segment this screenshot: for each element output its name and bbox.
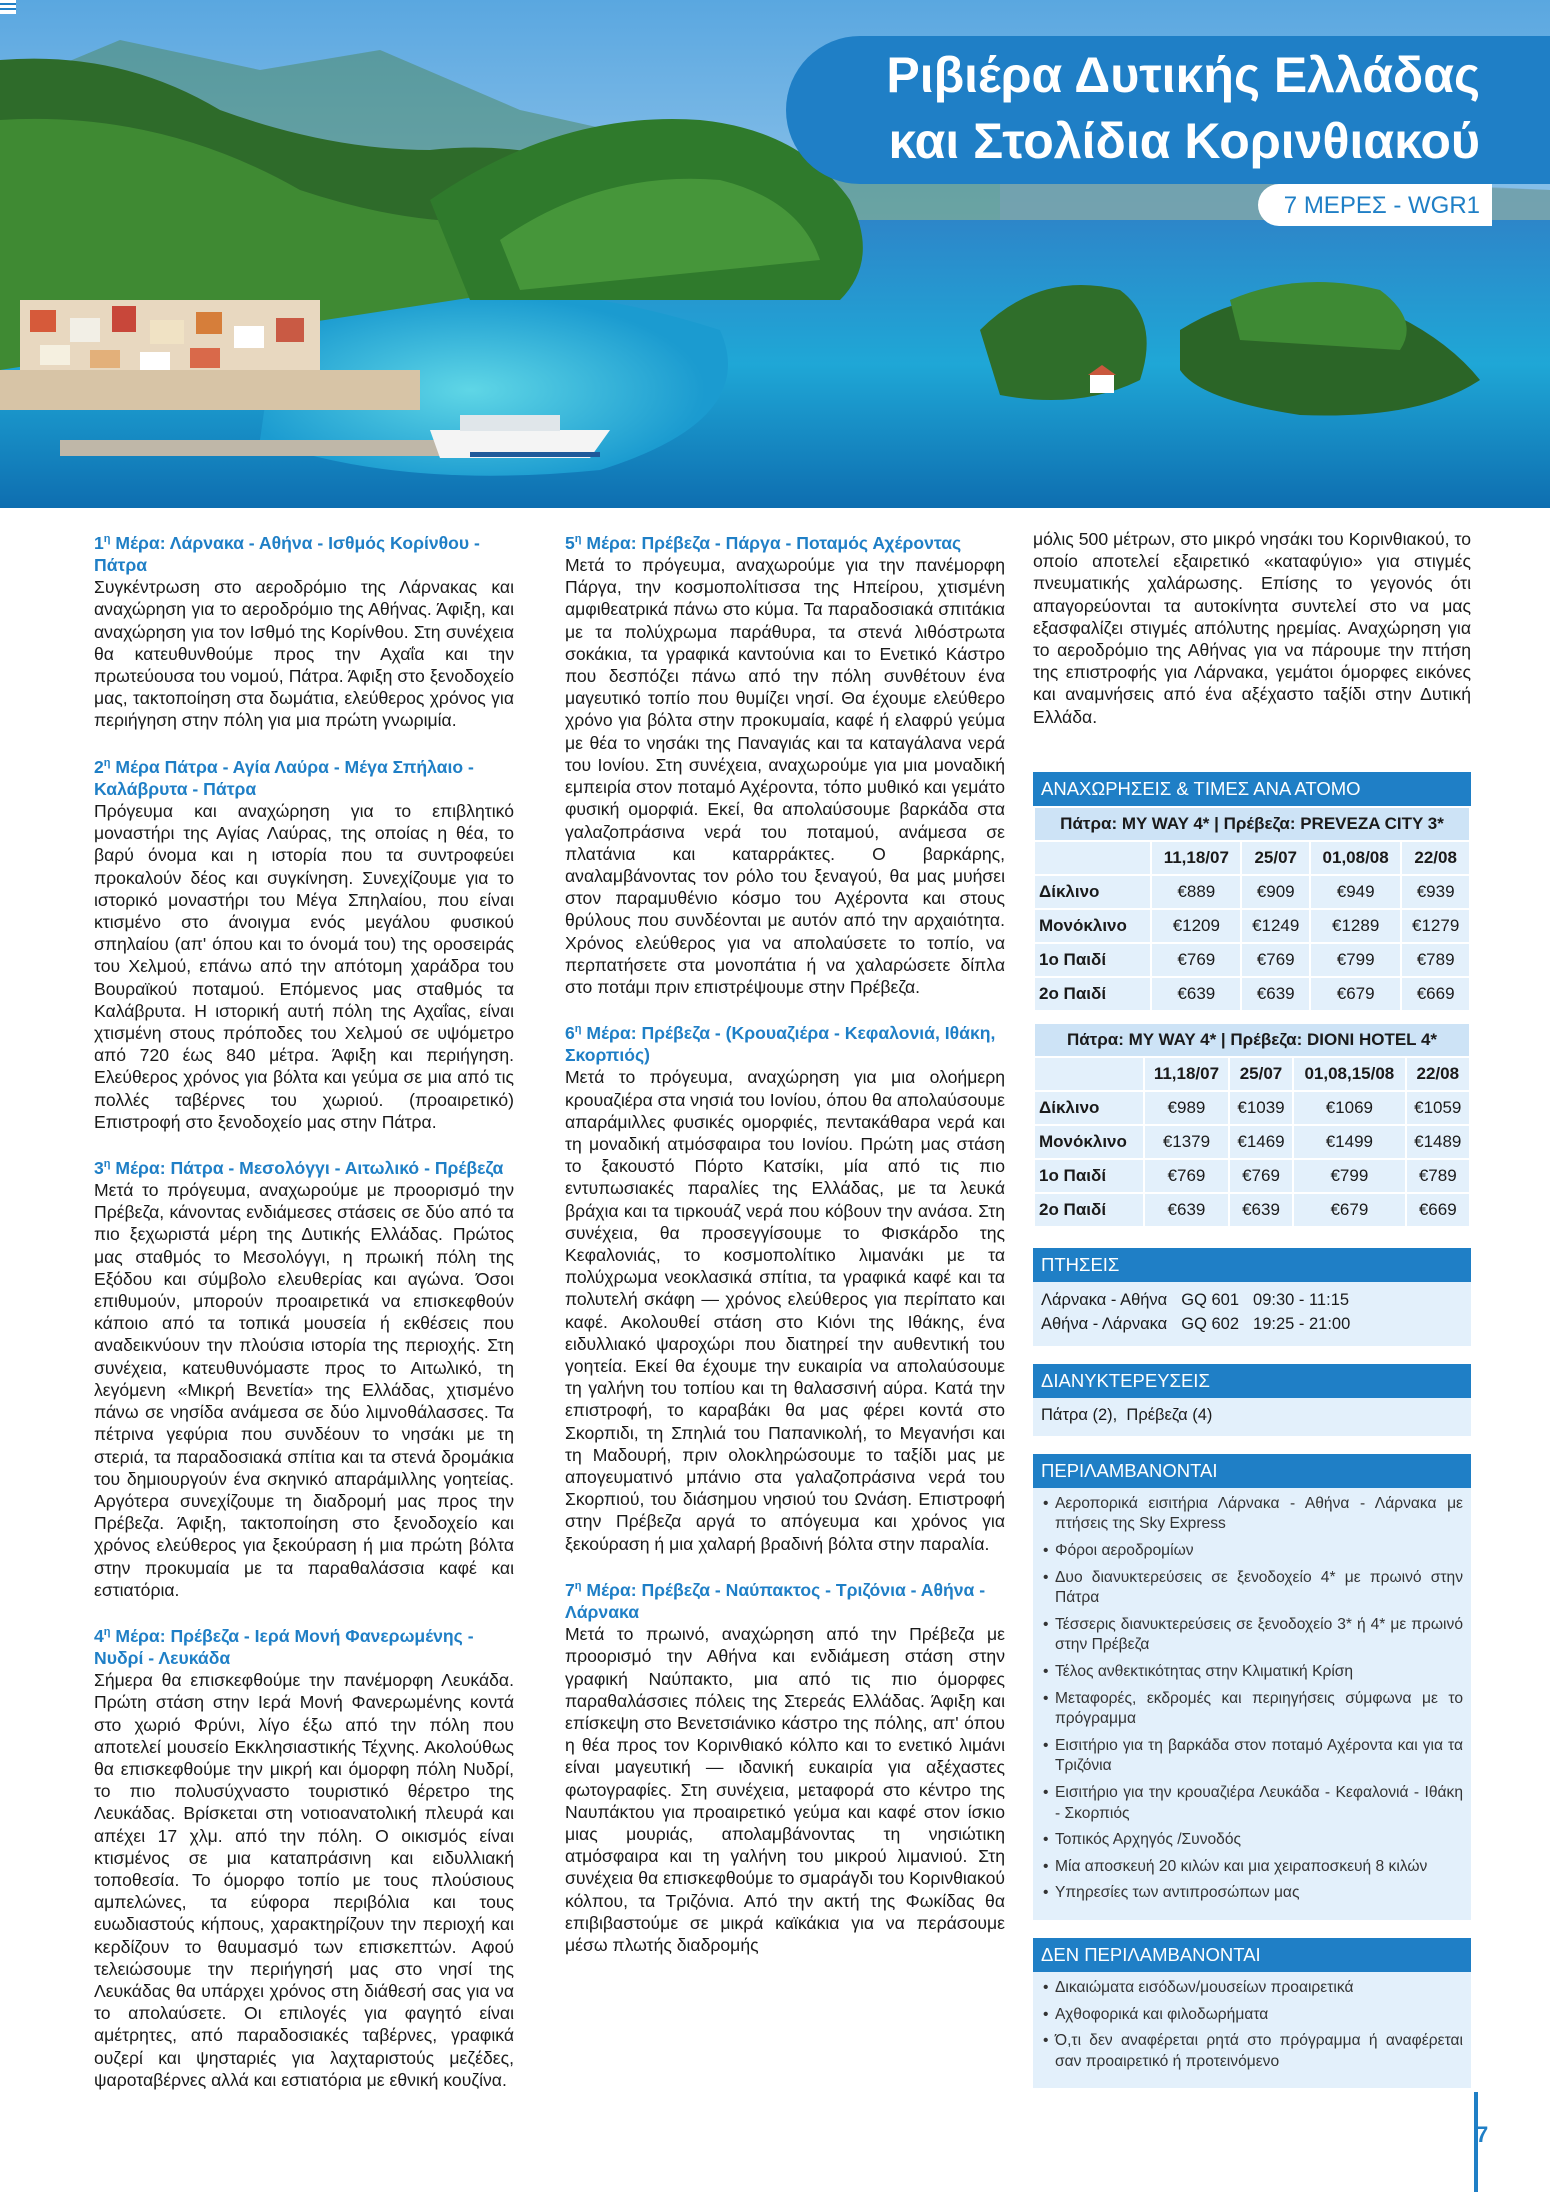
hotel-combo: Πάτρα: MY WAY 4* | Πρέβεζα: PREVEZA CITY 3* (1034, 807, 1470, 841)
date-col: 01,08,15/08 (1293, 1057, 1405, 1091)
stays-heading: ΔΙΑΝΥΚΤΕΡΕΥΣΕΙΣ (1033, 1364, 1471, 1398)
not-included-box (1033, 1938, 1471, 2088)
day-title: $2^\eta$ Μέρα Πάτρα - Αγία Λαύρα - Μέγα Σπήλαιο - Καλάβρυτα - Πάτρα (94, 756, 474, 799)
included-list (1041, 1494, 1463, 1904)
trip-code: 7 ΜΕΡΕΣ - WGR1 (1283, 192, 1480, 219)
day-title: $4^\eta$ Μέρα: Πρέβεζα - Ιερά Μονή Φανερωμένης - Νυδρί - Λευκάδα (94, 1625, 474, 1668)
flights-heading: ΠΤΗΣΕΙΣ (1033, 1248, 1471, 1282)
included-heading: ΠΕΡΙΛΑΜΒΑΝΟΝΤΑΙ (1033, 1454, 1471, 1488)
chapel (1090, 375, 1114, 393)
table-row: 2ο Παιδί €639 €639 €679 €669 (1034, 977, 1470, 1011)
day-title: $3^\eta$ Μέρα: Πάτρα - Μεσολόγγι - Αιτωλικό - Πρέβεζα (94, 1157, 504, 1178)
list-item: • Μεταφορές, εκδρομές και περιηγήσεις σύμφωνα με το πρόγραμμα (1055, 1689, 1463, 1730)
day-text: Συγκέντρωση στο αεροδρόμιο της Λάρνακας και αναχώρηση για το αεροδρόμιο της Αθήνας. Άφιξη, και αναχώρηση για τον Ισθμό της Κορίνθου. Στη συνέχεια θα κατευθυνθούμε προς την Αχαΐα και την πρωτεύουσα του νομού, Πάτρα. Άφιξη στο ξενοδοχείο μας, τακτοποίηση στα δωμάτια, ελεύθερος χρόνος για περιήγηση στην πόλη για μια πρώτη γνωριμία. (94, 577, 514, 731)
included-box (1033, 1454, 1471, 1920)
list-item: • Υπηρεσίες των αντιπροσώπων μας (1055, 1883, 1463, 1904)
date-col: 22/08 (1401, 841, 1470, 875)
date-col: 22/08 (1406, 1057, 1470, 1091)
list-item: • Τοπικός Αρχηγός /Συνοδός (1055, 1830, 1463, 1851)
date-col: 11,18/07 (1151, 841, 1241, 875)
list-item: • Εισιτήριο για την κρουαζιέρα Λευκάδα - Κεφαλονιά - Ιθάκη - Σκορπιός (1055, 1783, 1463, 1824)
day-text: Μετά το πρόγευμα, αναχωρούμε για την πανέμορφη Πάργα, την κοσμοπολίτισσα της Ηπείρου, χτισμένη αμφιθεατρικά πάνω στο κύμα. Τα παραδοσιακά σπιτάκια με τα πολύχρωμα παράθυρα, τα στενά λιθόστρωτα σοκάκια, τα γραφικά καντούνια και το Ενετικό Κάστρο που δεσπόζει πάνω από την πόλη συνθέτουν ένα μαγευτικό τοπίο που θυμίζει νησί. Θα έχουμε ελεύθερο χρόνο για βόλτα στην προκυμαία, καφέ ή ελαφρύ γεύμα με θέα το νησάκι της Παναγιάς και τα καταγάλανα νερά του Ιονίου. Στη συνέχεια, αναχωρούμε για μια μοναδική εμπειρία στον ποταμό Αχέροντα, τόπο μυθικό και γεμάτο φυσική ομορφιά. Εκεί, θα απολαύσουμε βαρκάδα στα γαλαζοπράσινα νερά του ποταμού, ανάμεσα σε πλατάνια και καταρράκτες. Ο βαρκάρης, αναλαμβάνοντας τον ρόλο του ξεναγού, θα μας μυήσει στον παραμυθένιο κόσμο του Αχέροντα και στους θρύλους που συνδέονται με αυτόν από την αρχαιότητα. Χρόνος ελεύθερος για να απολαύσετε το τοπίο, να περπατήσετε στα μονοπάτια ή να χαλαρώσετε δίπλα στο ποτάμι πριν επιστρέψουμε στην Πρέβεζα. (565, 555, 1005, 997)
table-row: 2ο Παιδί €639 €639 €679 €669 (1034, 1193, 1470, 1227)
not-included-list (1041, 1978, 1463, 2072)
prices-heading: ΑΝΑΧΩΡΗΣΕΙΣ & ΤΙΜΕΣ ΑΝΑ ΑΤΟΜΟ (1033, 772, 1471, 806)
day-7 (565, 1575, 1005, 1956)
date-col: 25/07 (1241, 841, 1310, 875)
table-row: Δίκλινο €989 €1039 €1069 €1059 (1034, 1091, 1470, 1125)
day-4 (94, 1621, 514, 2091)
day-text: Μετά το πρόγευμα, αναχώρηση για μια ολοήμερη κρουαζιέρα στα νησιά του Ιονίου, όπου θα απολαύσουμε απαράμιλλες φυσικές ομορφιές, πεντακάθαρα νερά και τη μοναδική ατμόσφαιρα του Ιονίου. Πρώτη μας στάση το ξακουστό Πόρτο Κατσίκι, μία από τις πιο εντυπωσιακές παραλίες της Ελλάδας, με τα λευκά βράχια και τα τιρκουάζ νερά που κόβουν την ανάσα. Στη συνέχεια, θα προσεγγίσουμε το Φισκάρδο της Κεφαλονιάς, το κοσμοπολίτικο λιμανάκι με τα πολύχρωμα νεοκλασικά σπίτια, τα γραφικά καφέ και τα πολυτελή σκάφη — χρόνος ελεύθερος για περίπατο και καφέ. Ακολουθεί στάση στο Κιόνι της Ιθάκης, ένα ειδυλλιακό ψαροχώρι που διατηρεί την αυθεντική του γοητεία. Εκεί θα έχουμε την ευκαιρία να απολαύσουμε τη γαλήνη του τοπίου και τη θαλασσινή αύρα. Κατά την επιστροφή, το καραβάκι θα μας φέρει κοντά στο Σκορπιδι, τη Σπηλιά του Παπανικολή, το Μεγανήσι και τη Μαδουρή, πριν ολοκληρώσουμε το ταξίδι μας με απογευματινό μπάνιο στα γαλαζοπράσινα νερά του Σκορπιού, του διάσημου νησιού του Ωνάση. Επιστροφή στην Πρέβεζα αργά το απόγευμα και χρόνος για ξεκούραση ή μια χαλαρή βραδινή βόλτα στην παραλία. (565, 1067, 1005, 1554)
list-item: • Δικαιώματα εισόδων/μουσείων προαιρετικά (1055, 1978, 1463, 1999)
page-title-line-1: Ριβιέρα Δυτικής Ελλάδας (886, 47, 1480, 103)
day-text: Μετά το πρόγευμα, αναχωρούμε με προορισμό την Πρέβεζα, κάνοντας ενδιάμεσες στάσεις σε δύο από τα πιο ξεχωριστά μέρη της Δυτικής Ελλάδας. Πρώτος μας σταθμός το Μεσολόγγι, η πρωική πόλη της Εξόδου και σύμβολο ελευθερίας και αγώνα. Όσοι επιθυμούν, μπορούν προαιρετικά να επισκεφθούν κάποιο από τα τοπικά μουσεία ή εκθέσεις που αναδεικνύουν την πλούσια ιστορία της περιοχής. Στη συνέχεια, κατευθυνόμαστε προς το Αιτωλικό, τη λεγόμενη «Μικρή Βενετία» της Ελλάδας, χτισμένο πάνω σε νησίδα ανάμεσα σε δύο λιμνοθάλασσες. Τα πέτρινα γεφύρια που συνδέουν το νησάκι με τη στεριά, τα παραδοσιακά σπίτια και τα στενά δρομάκια του δημιουργούν ένα σκηνικό απαράμιλλης γοητείας. Αργότερα συνεχίζουμε τη διαδρομή μας προς την Πρέβεζα. Άφιξη, τακτοποίηση στο ξενοδοχείο και χρόνος ελεύθερος για ξεκούραση ή μια πρώτη βόλτα στην προκυμαία με τα παραθαλάσσια καφέ και εστιατόρια. (94, 1180, 514, 1600)
table-row: 1ο Παιδί €769 €769 €799 €789 (1034, 943, 1470, 977)
list-item: • Μία αποσκευή 20 κιλών και μια χειραποσκευή 8 κιλών (1055, 1857, 1463, 1878)
trip-code-badge (1258, 184, 1492, 226)
list-item: • Αεροπορικά εισιτήρια Λάρνακα - Αθήνα - Λάρνακα με πτήσεις της Sky Express (1055, 1494, 1463, 1535)
table-row: Λάρνακα - Αθήνα GQ 601 09:30 - 11:15 (1041, 1290, 1350, 1309)
list-item: • Ό,τι δεν αναφέρεται ρητά στο πρόγραμμα ή αναφέρεται σαν προαιρετικό ή προτεινόμενο (1055, 2031, 1463, 2072)
stays-text: Πάτρα (2), Πρέβεζα (4) (1033, 1398, 1471, 1436)
table-row: Δίκλινο €889 €909 €949 €939 (1034, 875, 1470, 909)
not-included-heading: ΔΕΝ ΠΕΡΙΛΑΜΒΑΝΟΝΤΑΙ (1033, 1938, 1471, 1972)
day-title: $1^\eta$ Μέρα: Λάρνακα - Αθήνα - Ισθμός Κορίνθου - Πάτρα (94, 532, 480, 576)
day-2 (94, 752, 514, 1133)
table-row: Μονόκλινο €1379 €1469 €1499 €1489 (1034, 1125, 1470, 1159)
price-table-1 (1033, 806, 1471, 1012)
flag-icon (0, 0, 16, 14)
prices-box (1033, 772, 1471, 1228)
day-title: $5^\eta$ Μέρα: Πρέβεζα - Πάργα - Ποταμός Αχέροντας (565, 532, 962, 553)
table-row: 1ο Παιδί €769 €769 €799 €789 (1034, 1159, 1470, 1193)
page-title-line-2: και Στολίδια Κορινθιακού (888, 113, 1480, 169)
day-text: Σήμερα θα επισκεφθούμε την πανέμορφη Λευκάδα. Πρώτη στάση στην Ιερά Μονή Φανερωμένης κοντά στο χωριό Φρύνι, λίγο έξω από την πόλη που αποτελεί μουσείο Εκκλησιαστικής Τέχνης. Ακολούθως θα επισκεφθούμε την μικρή και όμορφη πόλη Νυδρί, το πιο πολυσύχναστο τουριστικό θέρετρο της Λευκάδας. Βρίσκεται στη νοτιοανατολική πλευρά και απέχει 17 χλμ. από την πόλη. Ο οικισμός είναι κτισμένος σε μια καταπράσινη και ειδυλλιακή τοποθεσία. Το όμορφο τοπίο με τους πλούσιους αμπελώνες, τα εύφορα περιβόλια και τους ευωδιαστούς κήπους, χαρακτηρίζουν την περιοχή και κερδίζουν το θαυμασμό των επισκεπτών. Αφού τελειώσουμε την περιήγησή μας στο νησί της Λευκάδας θα υπάρχει χρόνος στη διάθεσή σας για να το απολαύσετε. Οι επιλογές για φαγητό είναι αμέτρητες, από παραδοσιακές ταβέρνες, γραφικά ουζερί και ψησταριές για λαχταριστούς μεζέδες, ψαροταβέρνες αλλά και εστιατόρια με εθνική κουζίνα. (94, 1670, 514, 2090)
day-3 (94, 1153, 514, 1601)
info-column (1033, 528, 1471, 2088)
date-col: 01,08/08 (1310, 841, 1401, 875)
list-item: • Τέσσερις διανυκτερεύσεις σε ξενοδοχείο 3* ή 4* με πρωινό στην Πρέβεζα (1055, 1615, 1463, 1656)
day-text: Πρόγευμα και αναχώρηση για το επιβλητικό μοναστήρι της Αγίας Λαύρας, της οποίας η θέα, το βαρύ όνομα και η ιστορία που τα συντροφεύει προκαλούν δέος και συγκίνηση. Συνεχίζουμε για το ιστορικό μοναστήρι του Μέγα Σπηλαίου, που είναι κτισμένο στο άνοιγμα ενός μεγάλου φυσικού σπηλαίου (απ' όπου και το όνομά του) της οροσειράς του Χελμού, επάνω από την απότομη χαράδρα του Βουραϊκού ποταμού. Επόμενος μας σταθμός τα Καλάβρυτα. Η ιστορική αυτή πόλη της Αχαΐας, είναι χτισμένη στους πρόποδες του Χελμού σε υψόμετρο από 720 έως 840 μέτρα. Άφιξη και περιήγηση. Ελεύθερος χρόνος για βόλτα και γεύμα σε μια από τις πολλές ταβέρνες του χωριού. (προαιρετικό) Επιστροφή στο ξενοδοχείο μας στην Πάτρα. (94, 800, 514, 1132)
day-6 (565, 1018, 1005, 1555)
day-title: $6^\eta$ Μέρα: Πρέβεζα - (Κρουαζιέρα - Κεφαλονιά, Ιθάκη, Σκορπιός) (565, 1022, 996, 1066)
date-col: 25/07 (1229, 1057, 1293, 1091)
itinerary-column-2 (565, 528, 1005, 1976)
list-item: • Φόροι αεροδρομίων (1055, 1541, 1463, 1562)
itinerary-column-1 (94, 528, 514, 2111)
table-row: Αθήνα - Λάρνακα GQ 602 19:25 - 21:00 (1041, 1314, 1351, 1333)
hero-image (0, 0, 1550, 508)
hotel-combo: Πάτρα: MY WAY 4* | Πρέβεζα: DIONI HOTEL 4* (1034, 1023, 1470, 1057)
flights-box (1033, 1248, 1471, 1346)
list-item: • Τέλος ανθεκτικότητας στην Κλιματική Κρίση (1055, 1662, 1463, 1683)
list-item: • Αχθοφορικά και φιλοδωρήματα (1055, 2005, 1463, 2026)
stays-box (1033, 1364, 1471, 1436)
list-item: • Εισιτήριο για τη βαρκάδα στον ποταμό Αχέροντα και για τα Τριζόνια (1055, 1736, 1463, 1777)
day-1 (94, 528, 514, 732)
page-number: 7 (1476, 2122, 1489, 2147)
flights-table (1041, 1288, 1364, 1336)
day-7-continued: μόλις 500 μέτρων, στο μικρό νησάκι του Κορινθιακού, το οποίο αποτελεί εξαιρετικό «καταφύγιο» για στιγμές πνευματικής χαλάρωσης. Επίσης το γεγονός ότι απαγορεύονται τα αυτοκίνητα συντελεί στο να μας εξασφαλίζει στιγμές απόλυτης ηρεμίας. Αναχώρηση για το αεροδρόμιο της Αθήνας για να πάρουμε την πτήση της επιστροφής για Λάρνακα, γεμάτοι όμορφες εικόνες και αναμνήσεις από ένα αξέχαστο ταξίδι στην Δυτική Ελλάδα. (1033, 529, 1471, 727)
table-row: Μονόκλινο €1209 €1249 €1289 €1279 (1034, 909, 1470, 943)
list-item: • Δυο διανυκτερεύσεις σε ξενοδοχείο 4* με πρωινό στην Πάτρα (1055, 1568, 1463, 1609)
day-title: $7^\eta$ Μέρα: Πρέβεζα - Ναύπακτος - Τριζόνια - Αθήνα - Λάρνακα (565, 1579, 986, 1622)
date-col: 11,18/07 (1144, 1057, 1229, 1091)
title-banner (786, 36, 1550, 184)
price-table-2 (1033, 1022, 1471, 1228)
day-5 (565, 528, 1005, 998)
day-text: Μετά το πρωινό, αναχώρηση από την Πρέβεζα με προορισμό την Αθήνα και ενδιάμεση στάση στην γραφική Ναύπακτο, μια από τις πιο όμορφες παραθαλάσσιες πόλεις της Στερεάς Ελλάδας. Άφιξη και επίσκεψη στο Βενετσιάνικο κάστρο της πόλης, απ' όπου η θέα προς τον Κορινθιακό κόλπο και το ενετικό λιμάνι είναι μαγευτική — ιδανική ευκαιρία για αξέχαστες φωτογραφίες. Στη συνέχεια, μεταφορά στο κέντρο της Ναυπάκτου για προαιρετικό γεύμα και καφέ στον ίσκιο μιας μουριάς, απολαμβάνοντας τη νησιώτικη ατμόσφαιρα και τη γαλήνη του μικρού λιμανιού. Στη συνέχεια θα επισκεφθούμε το σμαράγδι του Κορινθιακού κόλπου, τα Τριζόνια. Από την ακτή της Φωκίδας θα επιβιβαστούμε σε μικρά καϊκάκια για να περάσουμε μέσω πλωτής διαδρομής (565, 1624, 1005, 1955)
